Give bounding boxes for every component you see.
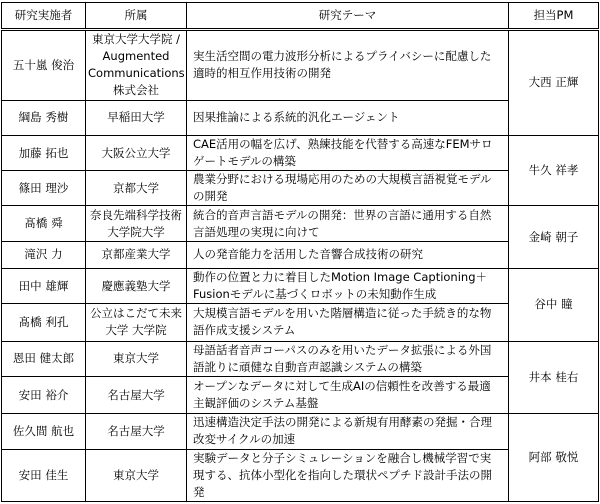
affiliation: 慶應義塾大学 (86, 269, 187, 304)
affiliation: 京都大学 (86, 171, 187, 206)
research-theme: 統合的音声言語モデルの開発：世界の言語に通用する自然言語処理の実現に向けて (187, 206, 509, 241)
pm-name: 金崎 朝子 (509, 206, 599, 269)
researcher-name: 佐久間 航也 (2, 414, 86, 449)
researcher-name: 綱島 秀樹 (2, 100, 86, 135)
header-row (2, 3, 599, 30)
table-row (2, 269, 599, 304)
researcher-name: 髙橋 舜 (2, 206, 86, 241)
affiliation: 早稲田大学 (86, 100, 187, 135)
header-theme: 研究テーマ (187, 3, 509, 30)
table-row (2, 135, 599, 170)
research-theme: 動作の位置と力に着目したMotion Image Captioning＋Fusionモデルに基づくロボットの未知動作生成 (187, 269, 509, 304)
affiliation: 大阪公立大学 (86, 135, 187, 170)
research-theme: オープンなデータに対して生成AIの信頼性を改善する最適主観評価のシステム基盤 (187, 376, 509, 413)
research-table-page (1, 2, 598, 503)
affiliation: 公立はこだて未来 大学 大学院 (86, 304, 187, 341)
research-theme: 大規模言語モデルを用いた階層構造に従った手続き的な物語作成支援システム (187, 304, 509, 341)
research-theme: 因果推論による系統的汎化エージェント (187, 100, 509, 135)
research-theme: 母語話者音声コーパスのみを用いたデータ拡張による外国語訛りに頑健な自動音声認識システムの構築 (187, 341, 509, 376)
affiliation: 京都産業大学 (86, 241, 187, 268)
researcher-name: 安田 裕介 (2, 376, 86, 413)
researcher-name: 恩田 健太郎 (2, 341, 86, 376)
affiliation: 奈良先端科学技術 大学院大学 (86, 206, 187, 241)
affiliation: 名古屋大学 (86, 376, 187, 413)
researcher-name: 篠田 理沙 (2, 171, 86, 206)
header-pm: 担当PM (509, 3, 599, 30)
researcher-name: 髙橋 利孔 (2, 304, 86, 341)
affiliation: 東京大学大学院 / Augmented Communications 株式会社 (86, 30, 187, 101)
table-row (2, 414, 599, 449)
research-theme: CAE活用の幅を広げ、熟練技能を代替する高速なFEMサロゲートモデルの構築 (187, 135, 509, 170)
table-row (2, 341, 599, 376)
affiliation: 東京大学 (86, 449, 187, 501)
header-researcher: 研究実施者 (2, 3, 86, 30)
research-theme: 農業分野における現場応用のための大規模言語視覚モデルの開発 (187, 171, 509, 206)
pm-name: 阿部 敬悦 (509, 414, 599, 502)
pm-name: 井本 桂右 (509, 341, 599, 414)
affiliation: 名古屋大学 (86, 414, 187, 449)
researcher-name: 滝沢 力 (2, 241, 86, 268)
affiliation: 東京大学 (86, 341, 187, 376)
researcher-name: 五十嵐 俊治 (2, 30, 86, 101)
researcher-name: 安田 佳生 (2, 449, 86, 501)
table-body (2, 30, 599, 502)
pm-name: 大西 正輝 (509, 30, 599, 136)
research-theme: 実験データと分子シミュレーションを融合し機械学習で実現する、抗体小型化を指向した環状ペプチド設計手法の開発 (187, 449, 509, 501)
pm-name: 谷中 瞳 (509, 269, 599, 342)
research-theme: 迅速構造決定手法の開発による新規有用酵素の発掘・合理改変サイクルの加速 (187, 414, 509, 449)
header-affiliation: 所属 (86, 3, 187, 30)
pm-name: 牛久 祥孝 (509, 135, 599, 206)
table-row (2, 30, 599, 101)
research-theme: 実生活空間の電力波形分析によるプライバシーに配慮した適時的相互作用技術の開発 (187, 30, 509, 101)
research-table (1, 2, 599, 502)
research-theme: 人の発音能力を活用した音響合成技術の研究 (187, 241, 509, 268)
researcher-name: 加藤 拓也 (2, 135, 86, 170)
table-row (2, 206, 599, 241)
researcher-name: 田中 雄輝 (2, 269, 86, 304)
